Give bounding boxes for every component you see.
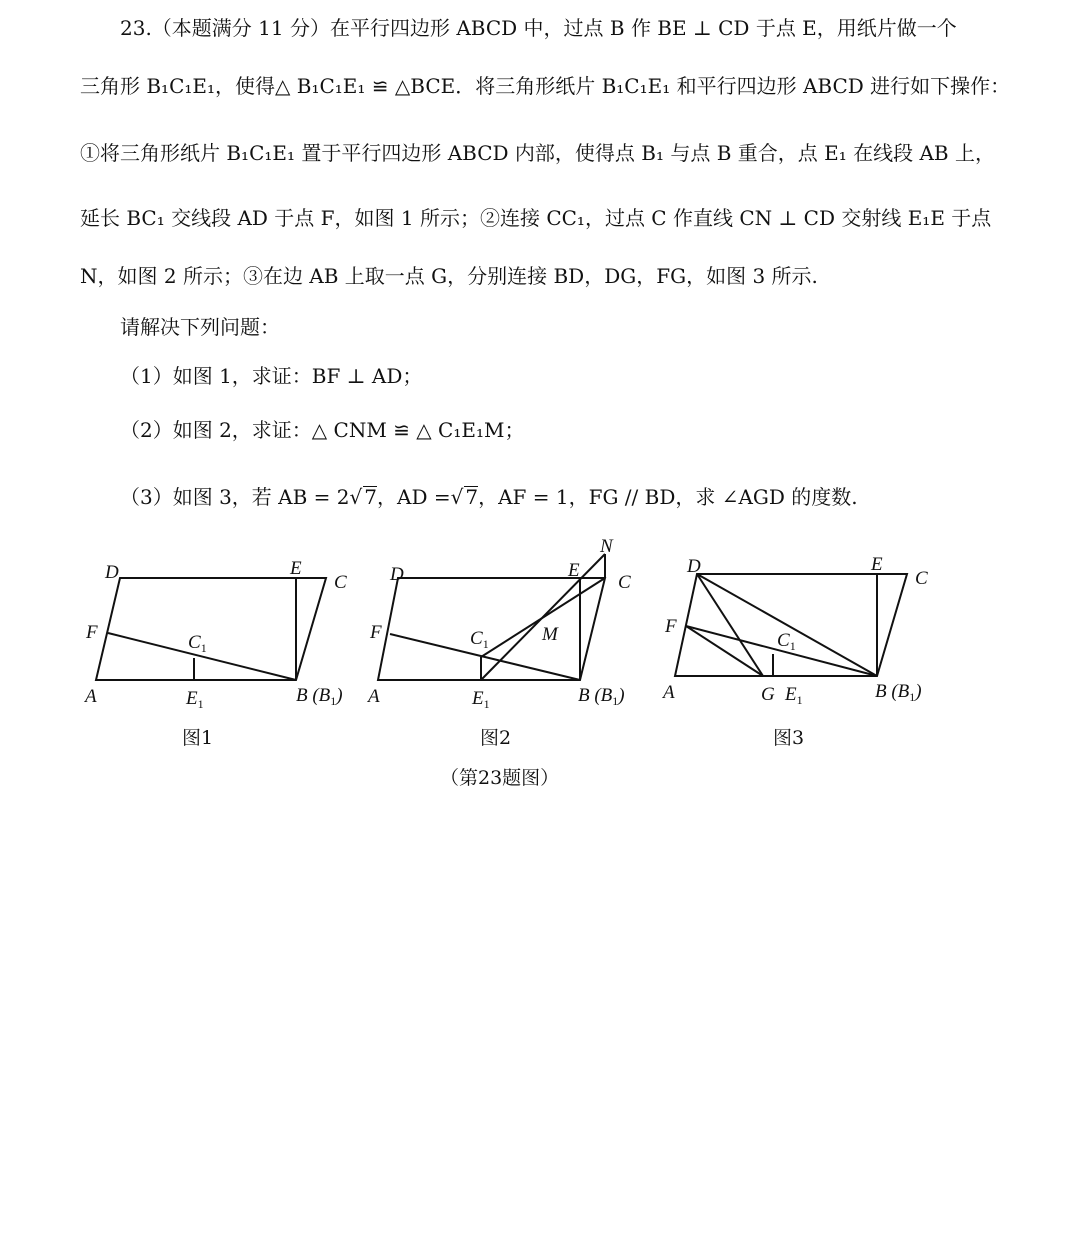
question-2: （2）如图 2，求证：△ CNM ≌ △ C₁E₁M； <box>120 418 525 442</box>
figure-2 <box>360 536 660 760</box>
problem-line-4: 延长 BC₁ 交线段 AD 于点 F，如图 1 所示；②连接 CC₁，过点 C 作直线 CN ⊥ CD 交射线 E₁E 于点 <box>80 206 992 230</box>
ray-e1e-to-n <box>481 554 605 680</box>
label-f: F <box>86 622 98 643</box>
sqrt-radicand-1: 7 <box>364 485 377 509</box>
label-b: B $(B_1)$ <box>578 685 625 708</box>
label-e1: $E_1$ <box>472 688 490 711</box>
problem-prompt: 请解决下列问题： <box>120 315 280 339</box>
question-3-mid: ，AD = <box>377 485 451 509</box>
label-e1: $E_1$ <box>785 684 803 707</box>
label-a: A <box>663 682 675 703</box>
problem-line-3: ①将三角形纸片 B₁C₁E₁ 置于平行四边形 ABCD 内部，使得点 B₁ 与点 B 重合，点 E₁ 在线段 AB 上， <box>80 141 995 165</box>
figure-1 <box>0 540 370 760</box>
figure-main-caption: （第23题图） <box>440 767 560 789</box>
label-c: C <box>915 568 928 589</box>
problem-line-1: 23.（本题满分 11 分）在平行四边形 ABCD 中，过点 B 作 BE ⊥ CD 于点 E，用纸片做一个 <box>120 16 957 40</box>
sqrt-symbol: √ <box>349 485 363 509</box>
figure-3-caption: 图3 <box>773 727 805 749</box>
question-3-end: ，AF = 1，FG // BD，求 ∠AGD 的度数. <box>478 485 858 509</box>
figure-3 <box>655 540 955 760</box>
label-d: D <box>105 562 119 583</box>
problem-line-2: 三角形 B₁C₁E₁，使得△ B₁C₁E₁ ≌ △BCE．将三角形纸片 B₁C₁E₁ 和平行四边形 ABCD 进行如下操作： <box>80 74 1011 98</box>
label-g: G <box>761 684 775 705</box>
label-f: F <box>370 622 382 643</box>
label-d: D <box>390 564 404 585</box>
question-3-start: （3）如图 3，若 AB = 2 <box>120 485 350 509</box>
sqrt-radicand-2: 7 <box>465 485 479 509</box>
label-b: B $(B_1)$ <box>875 681 922 704</box>
label-e1: $E_1$ <box>186 688 204 711</box>
parallelogram-abcd <box>675 574 907 676</box>
label-m: M <box>542 624 558 645</box>
label-f: F <box>665 616 677 637</box>
label-e: E <box>871 554 883 575</box>
label-a: A <box>368 686 380 707</box>
parallelogram-abcd <box>378 578 605 680</box>
label-e: E <box>568 560 580 581</box>
label-b: B $(B_1)$ <box>296 685 343 708</box>
label-c1: $C_1$ <box>188 632 207 655</box>
label-d: D <box>687 556 701 577</box>
label-e: E <box>290 558 302 579</box>
figure-3-diagram <box>655 540 955 760</box>
label-n: N <box>600 536 613 557</box>
question-3 <box>120 483 1080 511</box>
figure-2-caption: 图2 <box>480 727 512 749</box>
label-a: A <box>85 686 97 707</box>
label-c1: $C_1$ <box>470 628 489 651</box>
problem-line-5: N，如图 2 所示；③在边 AB 上取一点 G，分别连接 BD，DG，FG，如图 3 所示. <box>80 264 818 288</box>
figure-1-diagram <box>0 540 370 760</box>
label-c1: $C_1$ <box>777 630 796 653</box>
parallelogram-abcd <box>96 578 326 680</box>
sqrt-symbol: √ <box>450 485 464 509</box>
segment-dg <box>697 574 763 676</box>
label-c: C <box>618 572 631 593</box>
segment-bd <box>697 574 877 676</box>
figure-2-diagram <box>360 536 660 760</box>
figure-1-caption: 图1 <box>182 727 214 749</box>
label-c: C <box>334 572 347 593</box>
question-1: （1）如图 1，求证：BF ⊥ AD； <box>120 364 423 388</box>
segment-fg <box>686 626 763 676</box>
